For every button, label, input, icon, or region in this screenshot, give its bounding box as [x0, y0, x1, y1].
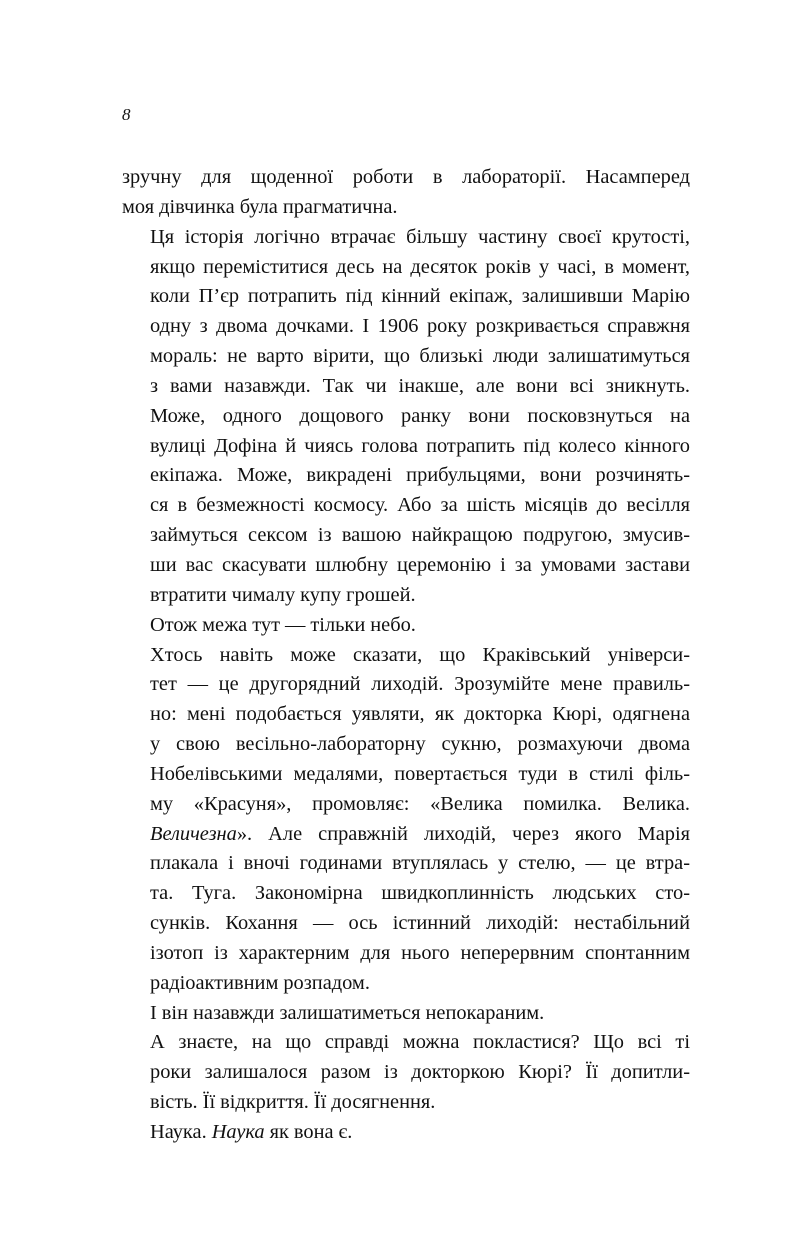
- text-run: І він назавжди залишатиметься непокараним.: [150, 1001, 545, 1024]
- text-line: [122, 372, 690, 402]
- text-run: зручну для щоденної роботи в лабораторії. Насамперед: [122, 166, 690, 188]
- text-line: [122, 879, 690, 909]
- text-line: [122, 223, 690, 253]
- text-line: [122, 790, 690, 820]
- paragraph: [122, 1028, 690, 1118]
- text-line: [122, 193, 690, 223]
- text-run: як вона є.: [264, 1121, 353, 1143]
- text-line: [122, 670, 690, 700]
- paragraph: [122, 163, 690, 223]
- text-line: [122, 849, 690, 879]
- paragraph: [122, 999, 690, 1029]
- paragraph: [122, 223, 690, 611]
- text-line: [122, 312, 690, 342]
- text-line: [122, 581, 690, 611]
- page-number: 8: [122, 105, 131, 124]
- text-line: [122, 1088, 690, 1118]
- text-run: та. Туга. Закономірна швидкоплинність людських сто-: [150, 882, 690, 905]
- body-text: [122, 163, 690, 1148]
- text-run: Може, одного дощового ранку вони посковзнуться на: [150, 404, 690, 427]
- text-run: Наука.: [150, 1121, 212, 1143]
- emphasis-text: Наука: [211, 1121, 265, 1143]
- text-line: [122, 700, 690, 730]
- emphasis-text: Величезна: [150, 822, 237, 845]
- text-run: одну з двома дочками. І 1906 року розкривається справжня: [150, 315, 690, 338]
- text-line: [122, 611, 690, 641]
- text-run: вулиці Дофіна й чиясь голова потрапить під колесо кінного: [150, 434, 690, 457]
- text-run: А знаєте, на що справді можна покластися? Що всі ті: [150, 1031, 690, 1054]
- text-run: Отож межа тут — тільки небо.: [150, 613, 416, 636]
- text-run: коли П’єр потрапить під кінний екіпаж, залишивши Марію: [150, 285, 690, 308]
- text-run: тет — це другорядний лиходій. Зрозумійте мене правиль-: [150, 673, 690, 696]
- text-run: Ця історія логічно втрачає більшу частину своєї крутості,: [150, 225, 690, 248]
- text-line: [122, 461, 690, 491]
- text-line: [122, 999, 690, 1029]
- text-line: [122, 1028, 690, 1058]
- text-line: [122, 1118, 690, 1148]
- text-run: сунків. Кохання — ось істинний лиходій: нестабільний: [150, 912, 690, 935]
- text-run: Хтось навіть може сказати, що Краківський універси-: [150, 643, 690, 666]
- text-run: радіоактивним розпадом.: [150, 971, 370, 994]
- text-line: [122, 253, 690, 283]
- text-line: [122, 820, 690, 850]
- text-run: Нобелівськими медалями, повертається туди в стилі філь-: [150, 762, 690, 785]
- text-run: но: мені подобається уявляти, як докторка Кюрі, одягнена: [150, 703, 690, 726]
- text-run: му «Красуня», промовляє: «Велика помилка. Велика.: [150, 792, 690, 815]
- text-line: [122, 760, 690, 790]
- text-run: екіпажа. Може, викрадені прибульцями, вони розчинять-: [150, 464, 690, 487]
- text-run: втратити чималу купу грошей.: [150, 583, 416, 606]
- text-line: [122, 909, 690, 939]
- text-run: з вами назавжди. Так чи інакше, але вони всі зникнуть.: [150, 374, 690, 397]
- text-run: ». Але справжній лиходій, через якого Марія: [236, 822, 690, 845]
- text-line: [122, 551, 690, 581]
- text-line: [122, 432, 690, 462]
- text-line: [122, 939, 690, 969]
- text-line: [122, 521, 690, 551]
- text-run: мораль: не варто вірити, що близькі люди залишатимуться: [150, 345, 690, 368]
- text-line: [122, 282, 690, 312]
- text-line: [122, 969, 690, 999]
- text-run: роки залишалося разом із докторкою Кюрі? Її допитли-: [150, 1061, 690, 1084]
- text-line: [122, 163, 690, 193]
- text-run: у свою весільно-лабораторну сукню, розмахуючи двома: [150, 733, 690, 756]
- text-run: ся в безмежності космосу. Або за шість місяців до весілля: [150, 494, 690, 517]
- text-line: [122, 342, 690, 372]
- paragraph: [122, 1118, 690, 1148]
- text-run: плакала і вночі годинами втуплялась у стелю, — це втра-: [150, 852, 690, 875]
- text-line: [122, 1058, 690, 1088]
- text-run: якщо переміститися десь на десяток років у часі, в момент,: [150, 255, 690, 278]
- text-run: ши вас скасувати шлюбну церемонію і за умовами застави: [150, 553, 690, 576]
- text-line: [122, 730, 690, 760]
- text-run: ізотоп із характерним для нього неперервним спонтанним: [150, 941, 690, 964]
- text-line: [122, 402, 690, 432]
- paragraph: [122, 611, 690, 641]
- text-line: [122, 491, 690, 521]
- text-run: вість. Її відкриття. Її досягнення.: [150, 1091, 436, 1114]
- paragraph: [122, 641, 690, 999]
- text-run: займуться сексом із вашою найкращою подругою, змусив-: [150, 524, 690, 547]
- text-line: [122, 641, 690, 671]
- text-run: моя дівчинка була прагматична.: [122, 195, 398, 218]
